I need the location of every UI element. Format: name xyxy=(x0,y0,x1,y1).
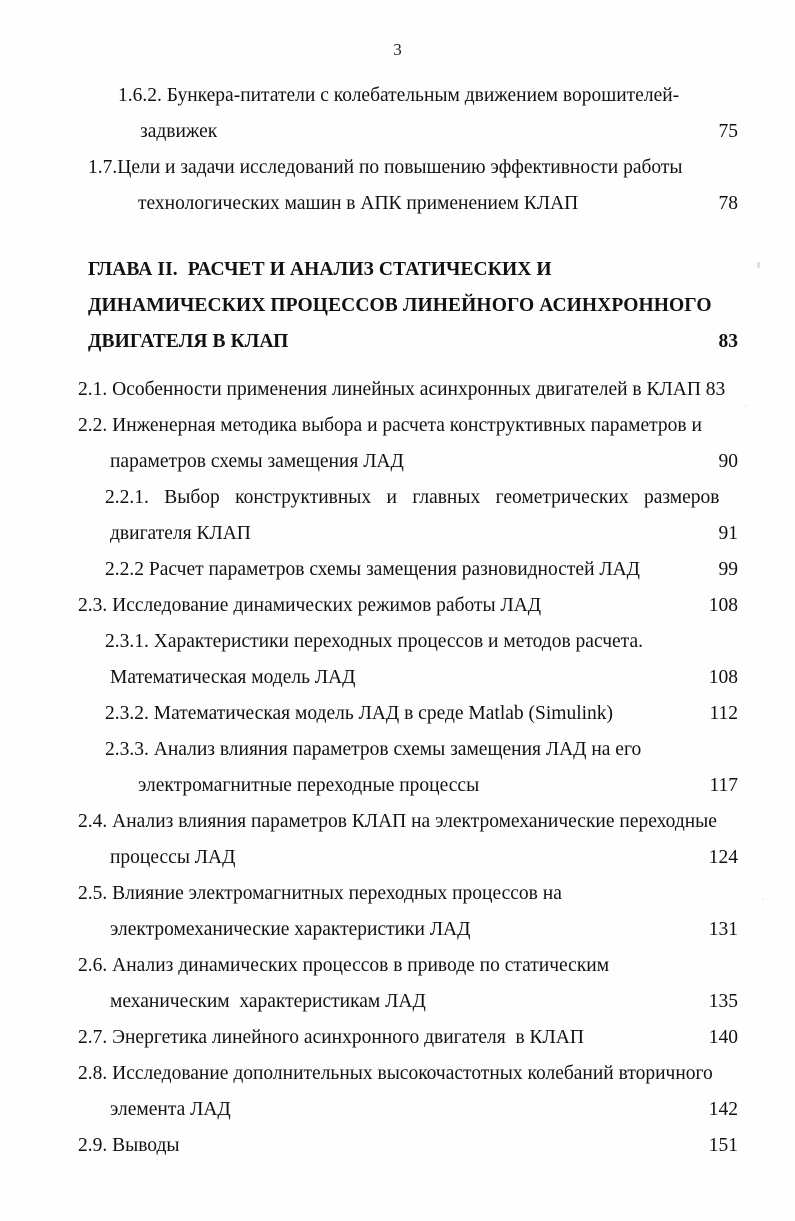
toc-entry-page-number: 78 xyxy=(718,193,738,214)
toc-entry-line[interactable] xyxy=(0,444,795,480)
toc-entry-line[interactable] xyxy=(0,78,795,114)
toc-entry-title: 2.2. Инженерная методика выбора и расчета конструктивных параметров и xyxy=(78,415,702,436)
toc-entry-line[interactable] xyxy=(0,804,795,840)
toc-entry-title: двигателя КЛАП xyxy=(110,523,251,544)
toc-entry-title: 2.8. Исследование дополнительных высокочастотных колебаний вторичного xyxy=(78,1063,713,1084)
toc-entry-title: 2.3.1. Характеристики переходных процессов и методов расчета. xyxy=(105,631,643,652)
toc-entry-page-number: 99 xyxy=(718,559,738,580)
toc-entry-page-number: 108 xyxy=(708,667,738,688)
toc-entry-line[interactable] xyxy=(0,408,795,444)
toc-entry-line[interactable] xyxy=(0,372,795,408)
table-of-contents xyxy=(0,78,795,1164)
toc-entry-title: 2.9. Выводы xyxy=(78,1135,180,1156)
scan-speckle xyxy=(762,898,764,900)
toc-entry-page-number: 83 xyxy=(718,331,738,352)
toc-entry-title: ДВИГАТЕЛЯ В КЛАП xyxy=(88,331,289,352)
toc-entry-line[interactable] xyxy=(0,624,795,660)
toc-entry-page-number: 91 xyxy=(718,523,738,544)
toc-entry-line[interactable] xyxy=(0,252,795,288)
toc-entry-title: 2.5. Влияние электромагнитных переходных процессов на xyxy=(78,883,562,904)
toc-entry-line[interactable] xyxy=(0,150,795,186)
toc-entry-line[interactable] xyxy=(0,696,795,732)
toc-entry-title: 1.6.2. Бункера-питатели с колебательным движением ворошителей- xyxy=(118,85,680,106)
toc-entry-title: параметров схемы замещения ЛАД xyxy=(110,451,404,472)
toc-entry-title: 2.3. Исследование динамических режимов работы ЛАД xyxy=(78,595,542,616)
toc-entry-line[interactable] xyxy=(0,912,795,948)
scan-speckle xyxy=(745,405,747,407)
toc-entry-line[interactable] xyxy=(0,840,795,876)
toc-entry-title: 2.2.2 Расчет параметров схемы замещения разновидностей ЛАД xyxy=(105,559,640,580)
toc-entry-line[interactable] xyxy=(0,186,795,222)
toc-entry-page-number: 112 xyxy=(709,703,738,724)
toc-entry-title: 2.1. Особенности применения линейных асинхронных двигателей в КЛАП 83 xyxy=(78,379,726,400)
toc-entry-page-number: 90 xyxy=(718,451,738,472)
toc-entry-line[interactable] xyxy=(0,948,795,984)
toc-entry-line[interactable] xyxy=(0,1128,795,1164)
toc-entry-line[interactable] xyxy=(0,288,795,324)
toc-entry-page-number: 142 xyxy=(708,1099,738,1120)
toc-entry-line[interactable] xyxy=(0,768,795,804)
toc-entry-title: электромеханические характеристики ЛАД xyxy=(110,919,471,940)
toc-entry-line[interactable] xyxy=(0,324,795,360)
toc-entry-page-number: 151 xyxy=(708,1135,738,1156)
toc-entry-line[interactable] xyxy=(0,480,795,516)
toc-entry-title: 1.7.Цели и задачи исследований по повышению эффективности работы xyxy=(88,157,683,178)
toc-entry-line[interactable] xyxy=(0,1056,795,1092)
toc-entry-title: электромагнитные переходные процессы xyxy=(138,775,480,796)
toc-entry-line[interactable] xyxy=(0,114,795,150)
toc-entry-title: 2.6. Анализ динамических процессов в приводе по статическим xyxy=(78,955,610,976)
toc-entry-title: ГЛАВА II. РАСЧЕТ И АНАЛИЗ СТАТИЧЕСКИХ И xyxy=(88,259,552,280)
toc-entry-line[interactable] xyxy=(0,552,795,588)
toc-entry-page-number: 135 xyxy=(708,991,738,1012)
page-folio-number: 3 xyxy=(393,40,402,59)
toc-entry-page-number: 108 xyxy=(708,595,738,616)
toc-entry-line[interactable] xyxy=(0,588,795,624)
toc-entry-line[interactable] xyxy=(0,660,795,696)
toc-entry-page-number: 140 xyxy=(708,1027,738,1048)
toc-entry-line[interactable] xyxy=(0,984,795,1020)
toc-entry-page-number: 117 xyxy=(709,775,738,796)
toc-entry-title: 2.4. Анализ влияния параметров КЛАП на электромеханические переходные xyxy=(78,811,717,832)
toc-entry-title: Математическая модель ЛАД xyxy=(110,667,356,688)
toc-entry-page-number: 75 xyxy=(718,121,738,142)
toc-entry-line[interactable] xyxy=(0,732,795,768)
vertical-spacer xyxy=(0,222,795,252)
toc-entry-page-number: 131 xyxy=(708,919,738,940)
scan-speckle xyxy=(757,262,760,268)
toc-entry-title: задвижек xyxy=(140,121,218,142)
toc-entry-page-number: 124 xyxy=(708,847,738,868)
toc-entry-title: 2.2.1. Выбор конструктивных и главных геометрических размеров xyxy=(105,487,720,508)
toc-entry-title: технологических машин в АПК применением КЛАП xyxy=(138,193,579,214)
toc-entry-title: ДИНАМИЧЕСКИХ ПРОЦЕССОВ ЛИНЕЙНОГО АСИНХРОННОГО xyxy=(88,295,712,316)
toc-entry-line[interactable] xyxy=(0,516,795,552)
toc-entry-line[interactable] xyxy=(0,1092,795,1128)
toc-entry-title: 2.3.3. Анализ влияния параметров схемы замещения ЛАД на его xyxy=(105,739,642,760)
toc-entry-title: механическим характеристикам ЛАД xyxy=(110,991,426,1012)
toc-entry-line[interactable] xyxy=(0,1020,795,1056)
toc-entry-title: процессы ЛАД xyxy=(110,847,236,868)
vertical-spacer xyxy=(0,360,795,372)
toc-entry-title: 2.7. Энергетика линейного асинхронного двигателя в КЛАП xyxy=(78,1027,584,1048)
toc-entry-line[interactable] xyxy=(0,876,795,912)
toc-entry-title: 2.3.2. Математическая модель ЛАД в среде Matlab (Simulink) xyxy=(105,703,614,724)
toc-entry-title: элемента ЛАД xyxy=(110,1099,231,1120)
